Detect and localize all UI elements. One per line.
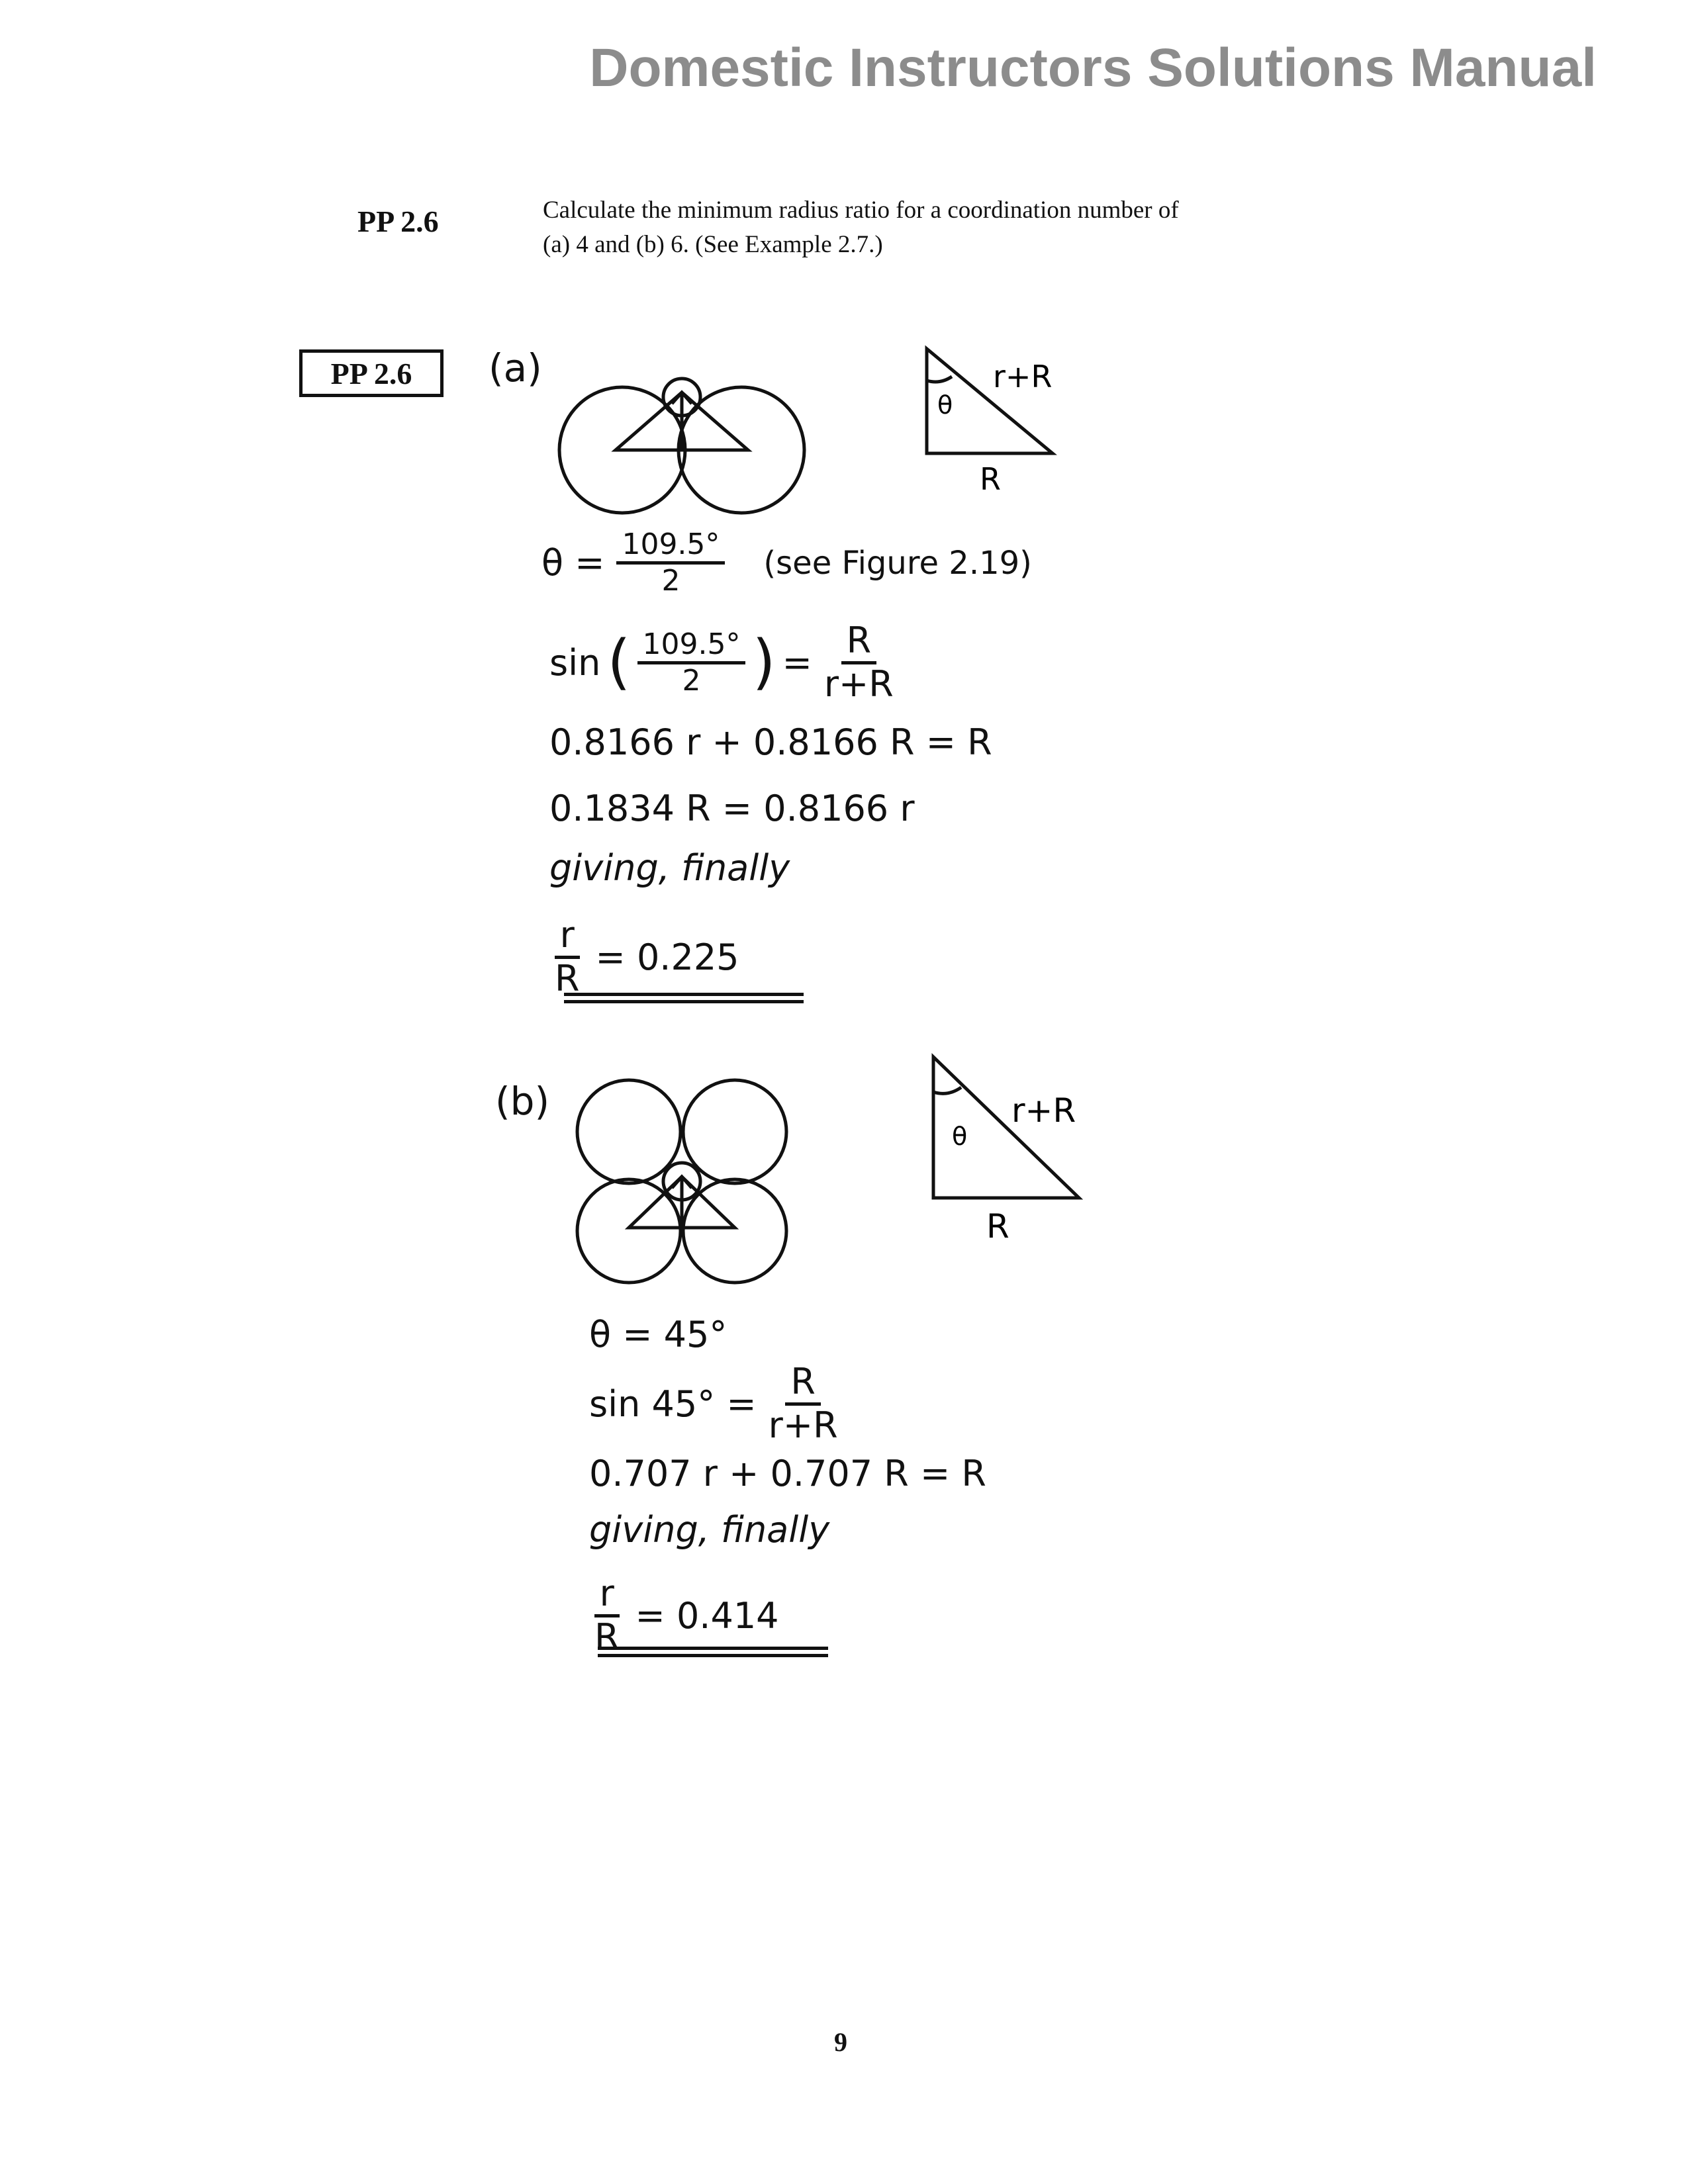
- part-b-theta-label: θ: [952, 1122, 968, 1151]
- part-b-sin-rhs-fraction: [763, 1363, 843, 1444]
- part-a-line-4: 0.1834 R = 0.8166 r: [549, 788, 915, 829]
- part-a-sin-den: 2: [682, 663, 701, 698]
- part-a-angle-arc: [927, 377, 952, 382]
- part-b-sin-lhs: sin 45° =: [589, 1383, 757, 1425]
- part-a-sin-rhs-den: r+R: [823, 662, 894, 705]
- part-a-sin-rhs-fraction: [819, 619, 899, 705]
- part-b-label: (b): [495, 1079, 550, 1124]
- part-a-side-label: R: [980, 461, 1001, 493]
- part-b-result: [589, 1572, 779, 1658]
- part-a-sin-fraction: [637, 629, 746, 696]
- part-a-theta-num: 109.5°: [616, 529, 725, 565]
- part-a-sin-equation: [549, 619, 899, 705]
- part-a-ratio-den: R: [555, 957, 580, 999]
- part-a-theta-equation: [541, 529, 1032, 596]
- part-a-sin-num: 109.5°: [637, 629, 746, 664]
- part-b-right-triangle: [920, 1049, 1112, 1248]
- part-b-sin-rhs-num: R: [785, 1363, 821, 1406]
- part-a-sin-equals: =: [782, 641, 812, 684]
- part-a-theta-lhs: θ =: [541, 542, 605, 584]
- part-b-circle-top-right: [683, 1080, 786, 1183]
- part-a-result: [549, 914, 739, 999]
- part-a-double-underline: [564, 993, 804, 1003]
- part-b-theta: θ = 45°: [589, 1314, 727, 1355]
- part-a-giving: giving, finally: [549, 847, 790, 889]
- part-b-result-value: = 0.414: [635, 1594, 779, 1637]
- part-b-circle-top-left: [577, 1080, 680, 1183]
- part-b-ratio-den: R: [594, 1615, 620, 1658]
- page-number: 9: [834, 2027, 847, 2057]
- part-a-label: (a): [489, 345, 542, 390]
- problem-label: PP 2.6: [357, 205, 439, 238]
- part-b-sin-rhs-den: r+R: [768, 1404, 838, 1446]
- part-b-side-label: R: [986, 1207, 1009, 1246]
- part-a-sin-prefix: sin: [549, 641, 601, 684]
- part-a-paren-left: (: [607, 627, 631, 698]
- part-b-hyp-label: r+R: [1011, 1091, 1076, 1130]
- part-b-ratio-num: r: [594, 1575, 620, 1617]
- part-a-theta-label: θ: [937, 390, 953, 420]
- part-b-double-underline: [598, 1647, 828, 1657]
- part-a-ratio-num: r: [555, 917, 580, 959]
- problem-statement-line-2: (a) 4 and (b) 6. (See Example 2.7.): [543, 231, 883, 258]
- part-a-line-3: 0.8166 r + 0.8166 R = R: [549, 721, 992, 763]
- part-a-paren-right: ): [752, 627, 776, 698]
- part-b-giving: giving, finally: [589, 1509, 830, 1551]
- part-b-ratio-fraction: [589, 1572, 625, 1658]
- part-b-angle-arc: [933, 1087, 961, 1093]
- part-b-sin-equation: [589, 1363, 843, 1444]
- part-b-line-3: 0.707 r + 0.707 R = R: [589, 1453, 986, 1494]
- header-title: Domestic Instructors Solutions Manual: [589, 38, 1597, 98]
- part-a-right-triangle: [914, 341, 1086, 493]
- part-a-result-value: = 0.225: [595, 936, 739, 978]
- solution-boxed-label: [299, 349, 444, 397]
- part-a-hyp-label: r+R: [993, 359, 1053, 394]
- part-a-ratio-fraction: [549, 914, 585, 999]
- part-a-sin-rhs-num: R: [841, 622, 877, 664]
- part-b-octahedral-diagram: [569, 1072, 794, 1291]
- solution-boxed-label-text: PP 2.6: [330, 356, 412, 390]
- part-a-theta-note: (see Figure 2.19): [763, 544, 1032, 582]
- problem-statement-line-1: Calculate the minimum radius ratio for a coordination number of: [543, 197, 1179, 224]
- part-a-theta-den: 2: [661, 564, 680, 598]
- part-a-tetrahedral-diagram: [549, 367, 827, 526]
- part-a-theta-fraction: [616, 529, 725, 596]
